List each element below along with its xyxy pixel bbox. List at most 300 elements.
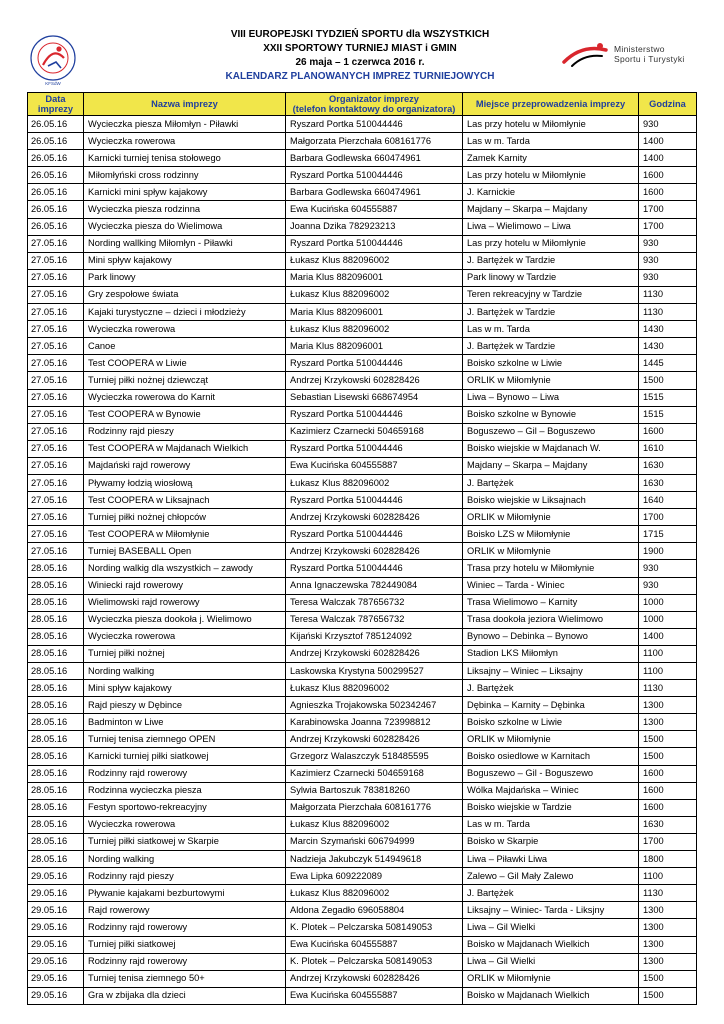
cell-organizer: Maria Klus 882096001 <box>286 269 463 286</box>
cell-date: 28.05.16 <box>28 577 84 594</box>
cell-hour: 1515 <box>639 389 697 406</box>
date-range: 26 maja – 1 czerwca 2016 r. <box>295 57 425 68</box>
table-row <box>28 184 697 201</box>
table-row <box>28 919 697 936</box>
cell-place: Boisko w Skarpie <box>463 833 639 850</box>
cell-hour: 1700 <box>639 509 697 526</box>
cell-event-name: Wycieczka piesza Miłomłyn - Piławki <box>84 116 286 133</box>
cell-event-name: Gry zespołowe świata <box>84 286 286 303</box>
cell-hour: 1700 <box>639 201 697 218</box>
cell-event-name: Turniej piłki nożnej dziewcząt <box>84 372 286 389</box>
table-row <box>28 406 697 423</box>
cell-event-name: Rodzinny rajd pieszy <box>84 868 286 885</box>
cell-organizer: Barbara Godlewska 660474961 <box>286 184 463 201</box>
cell-place: Majdany – Skarpa – Majdany <box>463 201 639 218</box>
cell-place: J. Bartężek <box>463 474 639 491</box>
cell-event-name: Park linowy <box>84 269 286 286</box>
cell-event-name: Turniej tenisa ziemnego OPEN <box>84 731 286 748</box>
cell-date: 28.05.16 <box>28 851 84 868</box>
cell-date: 28.05.16 <box>28 645 84 662</box>
table-row <box>28 799 697 816</box>
table-row <box>28 457 697 474</box>
cell-event-name: Rodzinny rajd rowerowy <box>84 953 286 970</box>
cell-event-name: Test COOPERA w Liwie <box>84 355 286 372</box>
cell-event-name: Wycieczka rowerowa do Karnit <box>84 389 286 406</box>
cell-date: 27.05.16 <box>28 526 84 543</box>
cell-hour: 1300 <box>639 714 697 731</box>
table-row <box>28 697 697 714</box>
cell-place: J. Bartężek w Tardzie <box>463 304 639 321</box>
cell-organizer: Łukasz Klus 882096002 <box>286 321 463 338</box>
cell-event-name: Wielimowski rajd rowerowy <box>84 594 286 611</box>
tournament-title: XXII SPORTOWY TURNIEJ MIAST i GMIN <box>263 43 457 54</box>
table-row <box>28 423 697 440</box>
cell-event-name: Nording walking <box>84 851 286 868</box>
cell-date: 28.05.16 <box>28 560 84 577</box>
table-row <box>28 355 697 372</box>
cell-place: Las przy hotelu w Miłomłynie <box>463 116 639 133</box>
cell-place: Las w m. Tarda <box>463 816 639 833</box>
cell-hour: 1400 <box>639 133 697 150</box>
cell-place: Liksajny – Winiec – Liksajny <box>463 663 639 680</box>
cell-place: Boisko wiejskie w Tardzie <box>463 799 639 816</box>
document-header <box>0 22 724 92</box>
cell-organizer: Aldona Zegadło 696058804 <box>286 902 463 919</box>
cell-date: 27.05.16 <box>28 492 84 509</box>
cell-place: Trasa Wielimowo – Karnity <box>463 594 639 611</box>
cell-date: 27.05.16 <box>28 355 84 372</box>
cell-event-name: Miłomłyński cross rodzinny <box>84 167 286 184</box>
cell-place: Liksajny – Winiec- Tarda - Liksjny <box>463 902 639 919</box>
cell-organizer: Joanna Dzika 782923213 <box>286 218 463 235</box>
cell-hour: 1100 <box>639 663 697 680</box>
cell-date: 29.05.16 <box>28 953 84 970</box>
cell-hour: 1000 <box>639 594 697 611</box>
cell-event-name: Winiecki rajd rowerowy <box>84 577 286 594</box>
cell-event-name: Gra w zbijaka dla dzieci <box>84 987 286 1004</box>
cell-place: Las przy hotelu w Miłomłynie <box>463 167 639 184</box>
cell-date: 27.05.16 <box>28 372 84 389</box>
ministry-name: Ministerstwo Sportu i Turystyki <box>614 44 685 64</box>
cell-organizer: Ryszard Portka 510044446 <box>286 116 463 133</box>
table-row <box>28 321 697 338</box>
cell-hour: 1600 <box>639 782 697 799</box>
table-row <box>28 868 697 885</box>
cell-event-name: Turniej piłki nożnej <box>84 645 286 662</box>
cell-place: J. Bartężek <box>463 680 639 697</box>
cell-hour: 1100 <box>639 645 697 662</box>
cell-place: Zalewo – Gil Mały Zalewo <box>463 868 639 885</box>
cell-date: 28.05.16 <box>28 816 84 833</box>
cell-hour: 1515 <box>639 406 697 423</box>
cell-date: 29.05.16 <box>28 868 84 885</box>
cell-event-name: Nording wallking Miłomłyn - Piławki <box>84 235 286 252</box>
cell-date: 26.05.16 <box>28 201 84 218</box>
cell-place: Zamek Karnity <box>463 150 639 167</box>
cell-hour: 1500 <box>639 372 697 389</box>
col-header-date: Data imprezy <box>28 93 84 116</box>
cell-date: 27.05.16 <box>28 474 84 491</box>
cell-date: 29.05.16 <box>28 919 84 936</box>
cell-organizer: Nadzieja Jakubczyk 514949618 <box>286 851 463 868</box>
cell-hour: 1600 <box>639 167 697 184</box>
cell-organizer: Ryszard Portka 510044446 <box>286 526 463 543</box>
cell-place: Teren rekreacyjny w Tardzie <box>463 286 639 303</box>
cell-event-name: Test COOPERA w Miłomłynie <box>84 526 286 543</box>
cell-date: 27.05.16 <box>28 304 84 321</box>
cell-event-name: Wycieczka rowerowa <box>84 816 286 833</box>
table-header-row <box>28 93 697 116</box>
cell-place: Liwa – Piławki Liwa <box>463 851 639 868</box>
cell-date: 26.05.16 <box>28 116 84 133</box>
cell-date: 28.05.16 <box>28 731 84 748</box>
cell-event-name: Test COOPERA w Bynowie <box>84 406 286 423</box>
cell-place: Las przy hotelu w Miłomłynie <box>463 235 639 252</box>
cell-organizer: Andrzej Krzykowski 602828426 <box>286 970 463 987</box>
cell-place: Boisko szkolne w Liwie <box>463 714 639 731</box>
cell-organizer: Ryszard Portka 510044446 <box>286 235 463 252</box>
table-row <box>28 560 697 577</box>
cell-organizer: Małgorzata Pierzchała 608161776 <box>286 133 463 150</box>
cell-hour: 1130 <box>639 885 697 902</box>
table-row <box>28 731 697 748</box>
cell-date: 28.05.16 <box>28 714 84 731</box>
cell-date: 26.05.16 <box>28 218 84 235</box>
table-row <box>28 594 697 611</box>
cell-date: 29.05.16 <box>28 936 84 953</box>
cell-date: 28.05.16 <box>28 782 84 799</box>
cell-hour: 1800 <box>639 851 697 868</box>
table-row <box>28 645 697 662</box>
table-row <box>28 577 697 594</box>
table-row <box>28 116 697 133</box>
cell-organizer: Ryszard Portka 510044446 <box>286 167 463 184</box>
cell-organizer: Ryszard Portka 510044446 <box>286 406 463 423</box>
table-row <box>28 526 697 543</box>
cell-place: Liwa – Wielimowo – Liwa <box>463 218 639 235</box>
cell-event-name: Wycieczka piesza dookoła j. Wielimowo <box>84 611 286 628</box>
cell-place: Liwa – Gil Wielki <box>463 953 639 970</box>
cell-event-name: Mini spływ kajakowy <box>84 252 286 269</box>
table-row <box>28 833 697 850</box>
table-row <box>28 167 697 184</box>
table-row <box>28 286 697 303</box>
cell-organizer: Łukasz Klus 882096002 <box>286 680 463 697</box>
cell-hour: 1000 <box>639 611 697 628</box>
cell-event-name: Test COOPERA w Liksajnach <box>84 492 286 509</box>
cell-hour: 1500 <box>639 970 697 987</box>
cell-hour: 1500 <box>639 748 697 765</box>
cell-date: 29.05.16 <box>28 987 84 1004</box>
cell-date: 28.05.16 <box>28 628 84 645</box>
cell-place: J. Bartężek w Tardzie <box>463 252 639 269</box>
cell-organizer: Ryszard Portka 510044446 <box>286 355 463 372</box>
cell-hour: 1430 <box>639 321 697 338</box>
cell-organizer: Andrzej Krzykowski 602828426 <box>286 645 463 662</box>
cell-place: J. Karnickie <box>463 184 639 201</box>
table-body <box>28 116 697 1005</box>
cell-event-name: Pływamy łodzią wiosłową <box>84 474 286 491</box>
cell-date: 27.05.16 <box>28 389 84 406</box>
cell-organizer: Łukasz Klus 882096002 <box>286 286 463 303</box>
cell-event-name: Wycieczka piesza do Wielimowa <box>84 218 286 235</box>
cell-event-name: Wycieczka rowerowa <box>84 133 286 150</box>
cell-hour: 1130 <box>639 286 697 303</box>
cell-event-name: Test COOPERA w Majdanach Wielkich <box>84 440 286 457</box>
cell-event-name: Rajd pieszy w Dębince <box>84 697 286 714</box>
federation-emblem-icon <box>28 32 78 88</box>
cell-organizer: Laskowska Krystyna 500299527 <box>286 663 463 680</box>
table-row <box>28 509 697 526</box>
cell-hour: 1630 <box>639 474 697 491</box>
cell-place: Boisko wiejskie w Liksajnach <box>463 492 639 509</box>
cell-event-name: Nording walkig dla wszystkich – zawody <box>84 560 286 577</box>
cell-organizer: Andrzej Krzykowski 602828426 <box>286 543 463 560</box>
cell-hour: 1630 <box>639 816 697 833</box>
table-row <box>28 269 697 286</box>
cell-organizer: Ewa Kucińska 604555887 <box>286 201 463 218</box>
table-row <box>28 936 697 953</box>
cell-hour: 1715 <box>639 526 697 543</box>
cell-organizer: Andrzej Krzykowski 602828426 <box>286 509 463 526</box>
cell-event-name: Pływanie kajakami bezburtowymi <box>84 885 286 902</box>
table-row <box>28 150 697 167</box>
table-row <box>28 970 697 987</box>
cell-place: Boisko LZS w Miłomłynie <box>463 526 639 543</box>
cell-organizer: Ewa Lipka 609222089 <box>286 868 463 885</box>
cell-date: 26.05.16 <box>28 184 84 201</box>
cell-place: Trasa dookoła jeziora Wielimowo <box>463 611 639 628</box>
cell-event-name: Wycieczka piesza rodzinna <box>84 201 286 218</box>
table-row <box>28 543 697 560</box>
cell-place: ORLIK w Miłomłynie <box>463 372 639 389</box>
table-row <box>28 680 697 697</box>
krajowa-federacja-logo <box>28 32 78 88</box>
cell-organizer: Ryszard Portka 510044446 <box>286 560 463 577</box>
cell-organizer: Ryszard Portka 510044446 <box>286 492 463 509</box>
cell-hour: 930 <box>639 577 697 594</box>
event-title: VIII EUROPEJSKI TYDZIEŃ SPORTU dla WSZYSTKICH <box>230 29 490 40</box>
cell-event-name: Rodzinny rajd rowerowy <box>84 765 286 782</box>
cell-hour: 1610 <box>639 440 697 457</box>
col-header-hour: Godzina <box>639 93 697 116</box>
table-row <box>28 782 697 799</box>
col-header-place: Miejsce przeprowadzenia imprezy <box>463 93 639 116</box>
cell-date: 29.05.16 <box>28 885 84 902</box>
cell-hour: 1900 <box>639 543 697 560</box>
ministry-swoosh-icon <box>562 40 610 72</box>
cell-place: Boisko szkolne w Bynowie <box>463 406 639 423</box>
cell-date: 28.05.16 <box>28 663 84 680</box>
table-row <box>28 663 697 680</box>
cell-organizer: K. Plotek – Pelczarska 508149053 <box>286 953 463 970</box>
cell-hour: 1430 <box>639 338 697 355</box>
cell-date: 27.05.16 <box>28 509 84 526</box>
cell-place: Dębinka – Karnity – Dębinka <box>463 697 639 714</box>
cell-organizer: Kijański Krzysztof 785124092 <box>286 628 463 645</box>
cell-hour: 930 <box>639 116 697 133</box>
col-header-organizer: Organizator imprezy (telefon kontaktowy do organizatora) <box>286 93 463 116</box>
cell-date: 27.05.16 <box>28 423 84 440</box>
cell-organizer: Marcin Szymański 606794999 <box>286 833 463 850</box>
events-table <box>27 92 697 1005</box>
cell-organizer: Karabinowska Joanna 723998812 <box>286 714 463 731</box>
cell-date: 28.05.16 <box>28 833 84 850</box>
cell-place: Boisko w Majdanach Wielkich <box>463 936 639 953</box>
cell-organizer: Andrzej Krzykowski 602828426 <box>286 731 463 748</box>
cell-hour: 1445 <box>639 355 697 372</box>
calendar-title: KALENDARZ PLANOWANYCH IMPREZ TURNIEJOWYCH <box>225 71 495 82</box>
cell-hour: 1100 <box>639 868 697 885</box>
cell-event-name: Turniej piłki siatkowej <box>84 936 286 953</box>
table-row <box>28 389 697 406</box>
cell-place: Boguszewo – Gil - Boguszewo <box>463 765 639 782</box>
table-row <box>28 611 697 628</box>
table-row <box>28 492 697 509</box>
cell-hour: 1300 <box>639 697 697 714</box>
cell-place: Stadion LKS Miłomłyn <box>463 645 639 662</box>
cell-place: Park linowy w Tardzie <box>463 269 639 286</box>
cell-hour: 1400 <box>639 628 697 645</box>
cell-organizer: Maria Klus 882096001 <box>286 338 463 355</box>
cell-hour: 1700 <box>639 218 697 235</box>
cell-place: Wólka Majdańska – Winiec <box>463 782 639 799</box>
cell-date: 29.05.16 <box>28 902 84 919</box>
cell-hour: 1400 <box>639 150 697 167</box>
cell-date: 29.05.16 <box>28 970 84 987</box>
cell-organizer: Agnieszka Trojakowska 502342467 <box>286 697 463 714</box>
ministry-logo <box>562 40 702 80</box>
cell-organizer: Małgorzata Pierzchała 608161776 <box>286 799 463 816</box>
cell-place: Boisko osiedlowe w Karnitach <box>463 748 639 765</box>
cell-event-name: Karnicki mini spływ kajakowy <box>84 184 286 201</box>
cell-event-name: Kajaki turystyczne – dzieci i młodzieży <box>84 304 286 321</box>
cell-event-name: Wycieczka rowerowa <box>84 321 286 338</box>
table-row <box>28 201 697 218</box>
table-row <box>28 714 697 731</box>
cell-organizer: Łukasz Klus 882096002 <box>286 816 463 833</box>
col-header-name: Nazwa imprezy <box>84 93 286 116</box>
table-row <box>28 372 697 389</box>
cell-organizer: Grzegorz Walaszczyk 518485595 <box>286 748 463 765</box>
cell-organizer: Łukasz Klus 882096002 <box>286 252 463 269</box>
cell-date: 27.05.16 <box>28 269 84 286</box>
cell-date: 26.05.16 <box>28 150 84 167</box>
cell-date: 27.05.16 <box>28 543 84 560</box>
cell-event-name: Rodzinny rajd pieszy <box>84 423 286 440</box>
header-titles <box>160 28 560 84</box>
cell-event-name: Turniej BASEBALL Open <box>84 543 286 560</box>
cell-event-name: Mini spływ kajakowy <box>84 680 286 697</box>
table-row <box>28 748 697 765</box>
cell-hour: 1130 <box>639 304 697 321</box>
svg-text:KFSdW: KFSdW <box>45 81 61 86</box>
cell-place: Bynowo – Debinka – Bynowo <box>463 628 639 645</box>
cell-place: ORLIK w Miłomłynie <box>463 509 639 526</box>
cell-hour: 1130 <box>639 680 697 697</box>
cell-organizer: Barbara Godlewska 660474961 <box>286 150 463 167</box>
cell-hour: 930 <box>639 560 697 577</box>
cell-organizer: Ewa Kucińska 604555887 <box>286 457 463 474</box>
table-row <box>28 885 697 902</box>
cell-date: 27.05.16 <box>28 457 84 474</box>
cell-place: Boisko w Majdanach Wielkich <box>463 987 639 1004</box>
cell-place: Winiec – Tarda - Winiec <box>463 577 639 594</box>
cell-organizer: Sebastian Lisewski 668674954 <box>286 389 463 406</box>
cell-event-name: Turniej piłki siatkowej w Skarpie <box>84 833 286 850</box>
cell-place: J. Bartężek w Tardzie <box>463 338 639 355</box>
cell-hour: 1600 <box>639 184 697 201</box>
table-row <box>28 816 697 833</box>
cell-organizer: Kazimierz Czarnecki 504659168 <box>286 765 463 782</box>
cell-event-name: Festyn sportowo-rekreacyjny <box>84 799 286 816</box>
cell-place: ORLIK w Miłomłynie <box>463 543 639 560</box>
cell-place: ORLIK w Miłomłynie <box>463 970 639 987</box>
cell-place: Boisko szkolne w Liwie <box>463 355 639 372</box>
cell-organizer: K. Plotek – Pelczarska 508149053 <box>286 919 463 936</box>
cell-date: 27.05.16 <box>28 252 84 269</box>
cell-event-name: Rodzinny rajd rowerowy <box>84 919 286 936</box>
cell-hour: 1600 <box>639 765 697 782</box>
cell-date: 26.05.16 <box>28 133 84 150</box>
cell-event-name: Karnicki turniej tenisa stołowego <box>84 150 286 167</box>
cell-place: Trasa przy hotelu w Miłomłynie <box>463 560 639 577</box>
cell-date: 28.05.16 <box>28 799 84 816</box>
cell-organizer: Andrzej Krzykowski 602828426 <box>286 372 463 389</box>
cell-hour: 1300 <box>639 953 697 970</box>
cell-organizer: Ryszard Portka 510044446 <box>286 440 463 457</box>
cell-date: 28.05.16 <box>28 611 84 628</box>
cell-place: Liwa – Gil Wielki <box>463 919 639 936</box>
cell-place: J. Bartężek <box>463 885 639 902</box>
cell-organizer: Sylwia Bartoszuk 783818260 <box>286 782 463 799</box>
cell-hour: 1700 <box>639 833 697 850</box>
table-row <box>28 765 697 782</box>
table-row <box>28 218 697 235</box>
table-row <box>28 235 697 252</box>
table-row <box>28 987 697 1004</box>
cell-place: Boguszewo – Gil – Boguszewo <box>463 423 639 440</box>
cell-date: 27.05.16 <box>28 286 84 303</box>
table-row <box>28 474 697 491</box>
cell-organizer: Teresa Walczak 787656732 <box>286 611 463 628</box>
cell-date: 28.05.16 <box>28 697 84 714</box>
cell-event-name: Majdański rajd rowerowy <box>84 457 286 474</box>
cell-hour: 930 <box>639 269 697 286</box>
cell-event-name: Rodzinna wycieczka piesza <box>84 782 286 799</box>
cell-hour: 1300 <box>639 919 697 936</box>
cell-date: 28.05.16 <box>28 765 84 782</box>
table-row <box>28 338 697 355</box>
cell-event-name: Nording walking <box>84 663 286 680</box>
cell-hour: 1300 <box>639 936 697 953</box>
table-row <box>28 628 697 645</box>
cell-event-name: Badminton w Liwe <box>84 714 286 731</box>
cell-place: Majdany – Skarpa – Majdany <box>463 457 639 474</box>
cell-place: ORLIK w Miłomłynie <box>463 731 639 748</box>
table-row <box>28 851 697 868</box>
table-row <box>28 953 697 970</box>
cell-organizer: Ewa Kucińska 604555887 <box>286 987 463 1004</box>
table-row <box>28 440 697 457</box>
cell-event-name: Karnicki turniej piłki siatkowej <box>84 748 286 765</box>
table-row <box>28 902 697 919</box>
cell-date: 27.05.16 <box>28 338 84 355</box>
cell-date: 28.05.16 <box>28 680 84 697</box>
cell-date: 26.05.16 <box>28 167 84 184</box>
cell-event-name: Wycieczka rowerowa <box>84 628 286 645</box>
cell-organizer: Łukasz Klus 882096002 <box>286 474 463 491</box>
